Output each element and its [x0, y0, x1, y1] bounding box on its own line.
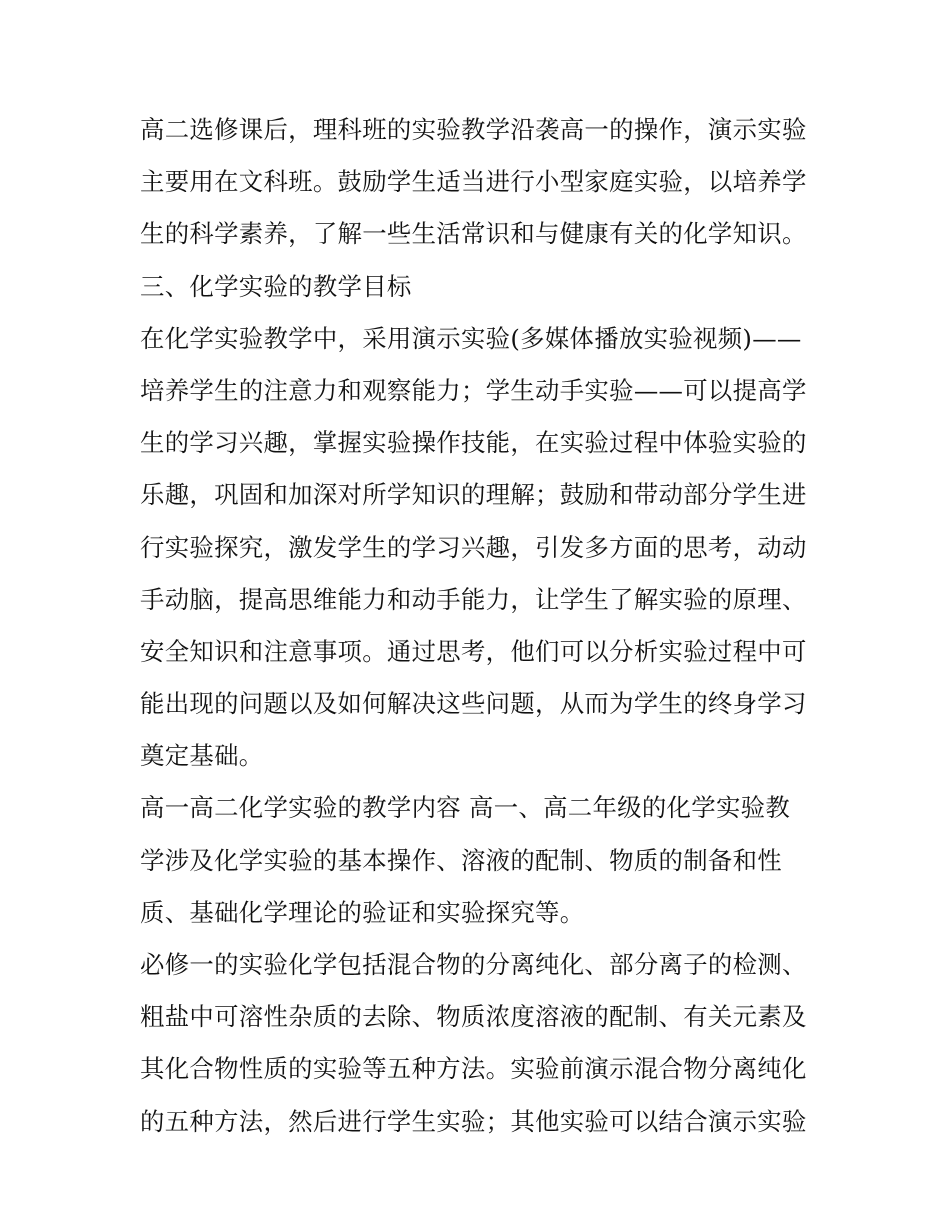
- text-line: 乐趣，巩固和加深对所学知识的理解；鼓励和带动部分学生进: [140, 480, 807, 510]
- text-line: 主要用在文科班。鼓励学生适当进行小型家庭实验，以培养学: [140, 167, 807, 197]
- text-line: 生的科学素养，了解一些生活常识和与健康有关的化学知识。: [140, 219, 807, 249]
- text-line: 高二选修课后，理科班的实验教学沿袭高一的操作，演示实验: [140, 115, 807, 144]
- text-line: 行实验探究，激发学生的学习兴趣，引发多方面的思考，动动: [140, 532, 807, 562]
- text-line: 在化学实验教学中，采用演示实验(多媒体播放实验视频)——: [140, 323, 802, 353]
- text-line: 学涉及化学实验的基本操作、溶液的配制、物质的制备和性: [140, 845, 782, 875]
- text-line: 培养学生的注意力和观察能力；学生动手实验——可以提高学: [140, 375, 807, 405]
- text-line: 必修一的实验化学包括混合物的分离纯化、部分离子的检测、: [140, 950, 807, 979]
- text-line: 粗盐中可溶性杂质的去除、物质浓度溶液的配制、有关元素及: [140, 1002, 807, 1032]
- section-heading: 三、化学实验的教学目标: [140, 271, 412, 301]
- text-line: 手动脑，提高思维能力和动手能力，让学生了解实验的原理、: [140, 584, 807, 614]
- text-line: 质、基础化学理论的验证和实验探究等。: [140, 897, 585, 927]
- text-line: 高一高二化学实验的教学内容 高一、高二年级的化学实验教: [140, 793, 791, 823]
- text-line: 安全知识和注意事项。通过思考，他们可以分析实验过程中可: [140, 636, 807, 666]
- text-line: 其化合物性质的实验等五种方法。实验前演示混合物分离纯化: [140, 1054, 807, 1084]
- text-line: 生的学习兴趣，掌握实验操作技能，在实验过程中体验实验的: [140, 428, 807, 458]
- body-text: [140, 112, 820, 1156]
- text-line: 的五种方法，然后进行学生实验；其他实验可以结合演示实验: [140, 1106, 807, 1136]
- text-line: 能出现的问题以及如何解决这些问题，从而为学生的终身学习: [140, 689, 807, 719]
- text-line: 奠定基础。: [140, 741, 264, 771]
